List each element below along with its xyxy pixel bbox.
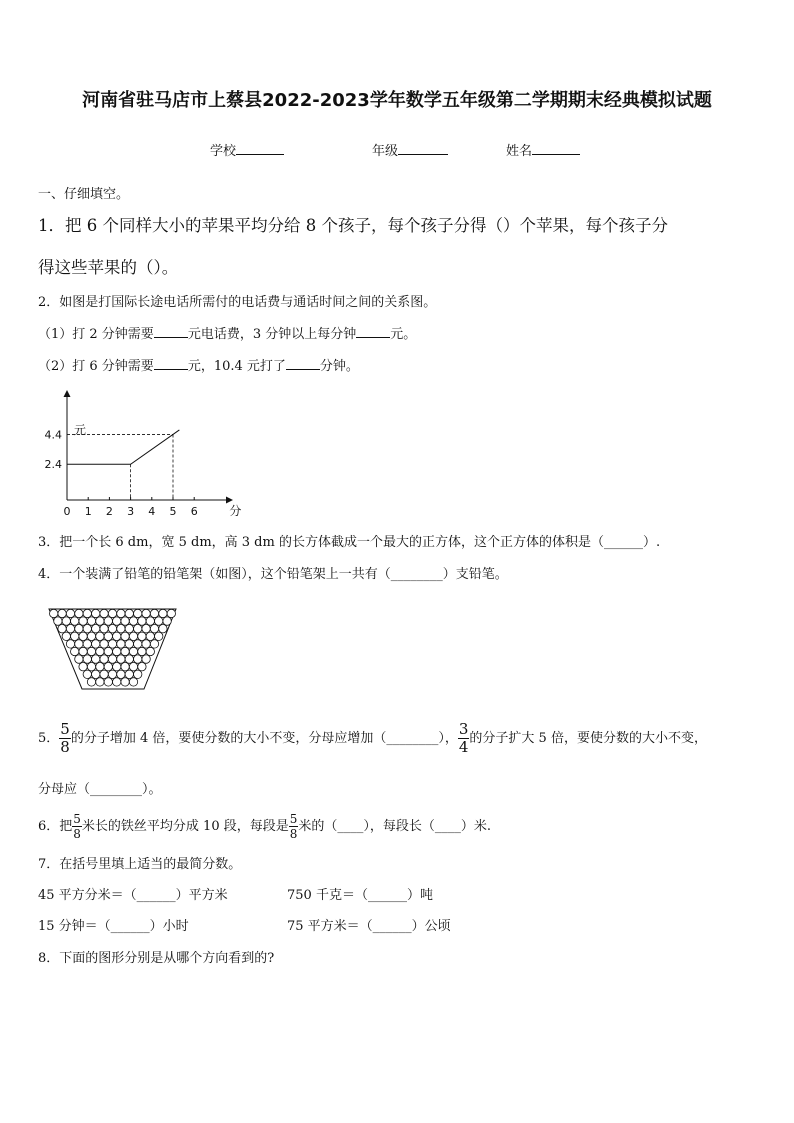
pencil-circle bbox=[92, 655, 100, 663]
pencil-circle bbox=[155, 617, 163, 625]
x-tick-label: 0 bbox=[63, 505, 71, 518]
pencil-circle bbox=[121, 617, 129, 625]
x-tick-label: 2 bbox=[105, 505, 113, 518]
q5-fraction-1: $\frac{5}{8}$ bbox=[60, 720, 70, 756]
x-tick-label: 4 bbox=[148, 505, 156, 518]
pencil-circle bbox=[117, 640, 125, 648]
pencil-circle bbox=[100, 625, 108, 633]
pencil-circle bbox=[121, 647, 129, 655]
pencil-circle bbox=[134, 655, 142, 663]
pencil-circle bbox=[142, 625, 150, 633]
pencil-circle bbox=[113, 663, 121, 671]
pencil-circle bbox=[134, 609, 142, 617]
pencil-circle bbox=[87, 647, 95, 655]
pencil-circle bbox=[121, 632, 129, 640]
q2-sub2-text-c: 分钟。 bbox=[319, 359, 359, 374]
pencil-circle bbox=[104, 632, 112, 640]
x-tick-label: 1 bbox=[84, 505, 92, 518]
pencil-circle bbox=[121, 663, 129, 671]
q2-sub1-text-b: 元电话费，3 分钟以上每分钟 bbox=[187, 327, 357, 342]
pencil-circle bbox=[100, 640, 108, 648]
q7-item-3: 15 分钟＝（______）小时 bbox=[38, 919, 189, 934]
q7-item-4: 75 平方米＝（______）公顷 bbox=[287, 919, 451, 934]
q2-sub2-text-a: （2）打 6 分钟需要 bbox=[38, 359, 154, 374]
question-2-stem: 2．如图是打国际长途电话所需付的电话费与通话时间之间的关系图。 bbox=[38, 295, 437, 310]
pencil-circle bbox=[134, 670, 142, 678]
pencil-circle bbox=[83, 625, 91, 633]
question-1-line-2: 得这些苹果的（）。 bbox=[38, 258, 179, 277]
pencil-circle bbox=[150, 625, 158, 633]
pencil-circle bbox=[129, 663, 137, 671]
school-label: 学校 bbox=[210, 144, 237, 159]
pencil-circle bbox=[100, 670, 108, 678]
question-5-line-1: 5． $\frac{5}{8}$ 的分子增加 4 倍，要使分数的大小不变，分母应增加（________）， $\frac{3}{4}$ 的分子扩大 5 倍，要使分数的大小不变， bbox=[38, 720, 707, 756]
q5-fraction-2: $\frac{3}{4}$ bbox=[458, 720, 469, 756]
pencil-circle bbox=[100, 609, 108, 617]
pencil-circle bbox=[66, 625, 74, 633]
grade-field[interactable] bbox=[372, 140, 448, 159]
pencil-circle bbox=[96, 617, 104, 625]
pencil-circle bbox=[125, 625, 133, 633]
question-7-stem: 7．在括号里填上适当的最简分数。 bbox=[38, 857, 242, 872]
name-field[interactable] bbox=[506, 140, 580, 159]
grade-label: 年级 bbox=[372, 144, 399, 159]
q2-sub2-blank-1[interactable] bbox=[154, 357, 188, 370]
pencil-circle bbox=[75, 609, 83, 617]
name-blank[interactable] bbox=[532, 142, 580, 155]
pencil-circle bbox=[108, 625, 116, 633]
q6-fraction-1: $\frac{5}{8}$ bbox=[73, 812, 81, 841]
q7-item-1: 45 平方分米＝（______）平方米 bbox=[38, 888, 228, 903]
pencil-circle bbox=[159, 609, 167, 617]
pencil-circle bbox=[96, 678, 104, 686]
pencil-circle bbox=[146, 647, 154, 655]
section-heading: 一、仔细填空。 bbox=[38, 187, 130, 202]
pencil-circle bbox=[92, 625, 100, 633]
pencil-circle bbox=[113, 617, 121, 625]
pencil-circle bbox=[50, 609, 58, 617]
pencil-circle bbox=[167, 609, 175, 617]
pencil-circle bbox=[62, 632, 70, 640]
pencil-circle bbox=[92, 609, 100, 617]
pencil-circle bbox=[138, 663, 146, 671]
pencil-circle bbox=[138, 647, 146, 655]
pencil-circle bbox=[87, 632, 95, 640]
pencil-circle bbox=[146, 617, 154, 625]
question-2-sub-1 bbox=[38, 323, 416, 342]
q2-sub2-text-b: 元，10.4 元打了 bbox=[187, 359, 286, 374]
q5-text-2: 的分子扩大 5 倍，要使分数的大小不变， bbox=[469, 731, 707, 746]
question-8: 8．下面的图形分别是从哪个方向看到的? bbox=[38, 951, 275, 966]
pencil-circle bbox=[79, 632, 87, 640]
pencil-circle bbox=[117, 670, 125, 678]
school-blank[interactable] bbox=[236, 142, 284, 155]
question-3: 3．把一个长 6 dm，宽 5 dm，高 3 dm 的长方体截成一个最大的正方体，这个正方体的体积是（______）. bbox=[38, 535, 661, 550]
question-1-line-1: 1．把 6 个同样大小的苹果平均分给 8 个孩子，每个孩子分得（）个苹果，每个孩子分 bbox=[38, 216, 668, 235]
pencil-circle bbox=[163, 617, 171, 625]
pencil-circle bbox=[129, 678, 137, 686]
question-5-line-2: 分母应（________）。 bbox=[38, 782, 162, 797]
pencil-circle bbox=[108, 655, 116, 663]
pencil-circle bbox=[104, 647, 112, 655]
pencil-circle bbox=[96, 632, 104, 640]
x-tick-label: 5 bbox=[169, 505, 177, 518]
pencil-circle bbox=[113, 647, 121, 655]
pencil-circle bbox=[150, 640, 158, 648]
pencil-circle bbox=[66, 609, 74, 617]
pencil-circle bbox=[117, 625, 125, 633]
pencil-circle bbox=[129, 647, 137, 655]
pencil-circle bbox=[87, 678, 95, 686]
q7-item-2: 750 千克＝（______）吨 bbox=[287, 888, 433, 903]
pencil-circle bbox=[113, 632, 121, 640]
q2-sub1-blank-1[interactable] bbox=[154, 325, 188, 338]
q6-fraction-2: $\frac{5}{8}$ bbox=[289, 812, 298, 841]
pencil-circle bbox=[155, 632, 163, 640]
pencil-circle bbox=[150, 609, 158, 617]
pencil-circle bbox=[58, 609, 66, 617]
pencil-circle bbox=[79, 647, 87, 655]
q2-sub1-text-a: （1）打 2 分钟需要 bbox=[38, 327, 154, 342]
pencil-circle bbox=[142, 640, 150, 648]
question-2-sub-2 bbox=[38, 355, 359, 374]
pencil-circle bbox=[108, 609, 116, 617]
q2-sub1-blank-2[interactable] bbox=[356, 325, 390, 338]
question-6: 6．把 $\frac{5}{8}$ 米长的铁丝平均分成 10 段，每段是 $\frac{5}{8}$ 米的（____），每段长（____）米. bbox=[38, 812, 492, 841]
pencil-circle bbox=[142, 609, 150, 617]
pencil-circle bbox=[125, 640, 133, 648]
pencil-circle bbox=[87, 663, 95, 671]
pencil-circle bbox=[129, 632, 137, 640]
pencil-circle bbox=[75, 655, 83, 663]
pencil-circle bbox=[96, 663, 104, 671]
phone-fee-chart bbox=[34, 385, 244, 525]
y-tick-label: 2.4 bbox=[44, 458, 62, 472]
pencil-circle bbox=[83, 670, 91, 678]
pencil-circle bbox=[113, 678, 121, 686]
pencil-circle bbox=[104, 617, 112, 625]
pencil-circle bbox=[134, 625, 142, 633]
pencil-circle bbox=[71, 617, 79, 625]
pencil-circle bbox=[146, 632, 154, 640]
q2-sub2-blank-2[interactable] bbox=[286, 357, 320, 370]
pencil-circle bbox=[92, 640, 100, 648]
pencil-circle bbox=[58, 625, 66, 633]
q5-text-1: 的分子增加 4 倍，要使分数的大小不变，分母应增加（________）， bbox=[70, 731, 458, 746]
pencil-circle bbox=[104, 663, 112, 671]
grade-blank[interactable] bbox=[398, 142, 448, 155]
pencil-circle bbox=[117, 609, 125, 617]
name-label: 姓名 bbox=[506, 144, 533, 159]
pencil-circle bbox=[125, 655, 133, 663]
pencil-circle bbox=[100, 655, 108, 663]
question-4: 4．一个装满了铅笔的铅笔架（如图），这个铅笔架上一共有（________）支铅笔。 bbox=[38, 567, 508, 582]
y-tick-label: 4.4 bbox=[44, 428, 62, 442]
x-tick-label: 3 bbox=[127, 505, 135, 518]
y-axis-label: 元 bbox=[74, 422, 87, 437]
pencil-circle bbox=[159, 625, 167, 633]
pencil-circle bbox=[75, 625, 83, 633]
pencil-circle bbox=[62, 617, 70, 625]
pencil-circle bbox=[104, 678, 112, 686]
pencil-circle bbox=[71, 632, 79, 640]
pencil-circle bbox=[134, 640, 142, 648]
pencil-circle bbox=[79, 617, 87, 625]
pencil-circle bbox=[108, 640, 116, 648]
pencil-circle bbox=[125, 670, 133, 678]
pencil-circle bbox=[79, 663, 87, 671]
pencil-circle bbox=[138, 632, 146, 640]
pencil-circle bbox=[129, 617, 137, 625]
pencil-circle bbox=[83, 609, 91, 617]
page-title: 河南省驻马店市上蔡县2022-2023学年数学五年级第二学期期末经典模拟试题 bbox=[82, 90, 712, 111]
pencil-circle bbox=[138, 617, 146, 625]
pencil-circle bbox=[87, 617, 95, 625]
x-tick-label: 6 bbox=[190, 505, 198, 518]
pencil-circle bbox=[92, 670, 100, 678]
pencil-circle bbox=[121, 678, 129, 686]
pencil-circle bbox=[75, 640, 83, 648]
pencil-circle bbox=[66, 640, 74, 648]
pencil-circle bbox=[83, 640, 91, 648]
pencil-holder-figure bbox=[46, 605, 180, 691]
pencil-circle bbox=[142, 655, 150, 663]
pencil-circle bbox=[54, 617, 62, 625]
pencil-circle bbox=[108, 670, 116, 678]
pencil-circle bbox=[96, 647, 104, 655]
q2-sub1-text-c: 元。 bbox=[390, 327, 417, 342]
x-axis-label: 分 bbox=[229, 504, 242, 518]
pencil-circles bbox=[50, 609, 176, 686]
pencil-circle bbox=[117, 655, 125, 663]
pencil-circle bbox=[83, 655, 91, 663]
pencil-circle bbox=[71, 647, 79, 655]
school-field[interactable] bbox=[210, 140, 284, 159]
pencil-circle bbox=[125, 609, 133, 617]
